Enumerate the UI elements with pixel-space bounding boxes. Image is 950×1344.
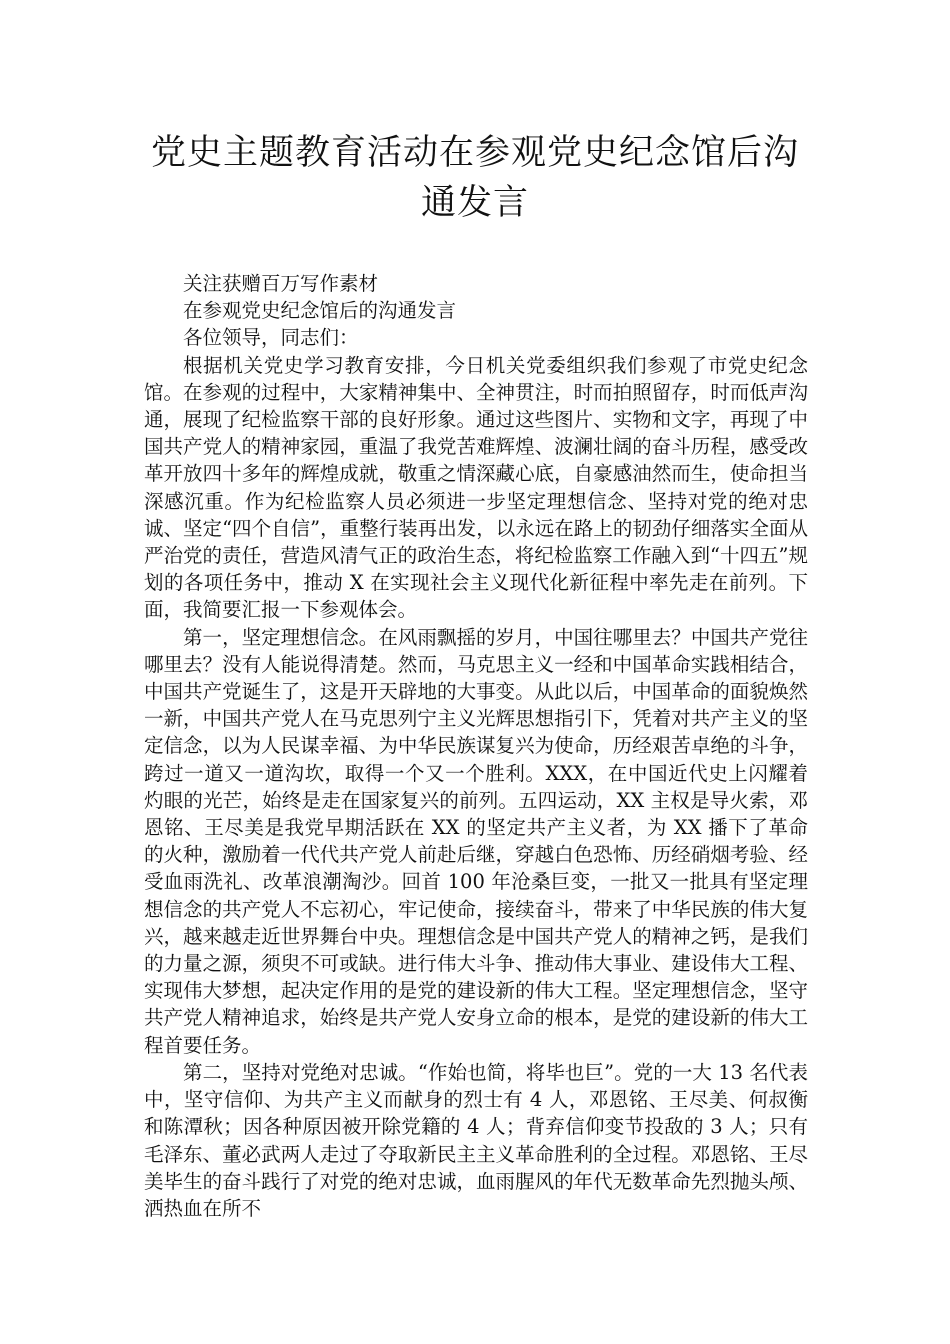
document-title bbox=[100, 128, 850, 228]
paragraph-first-point: 第一，坚定理想信念。在风雨飘摇的岁月，中国往哪里去？中国共产党往哪里去？没有人能说得清楚。然而，马克思主义一经和中国革命实践相结合，中国共产党诞生了，这是开天辟地的大事变。从此以后，中国革命的面貌焕然一新，中国共产党人在马克思列宁主义光辉思想指引下，凭着对共产主义的坚定信念，以为人民谋幸福、为中华民族谋复兴为使命，历经艰苦卓绝的斗争，跨过一道又一道沟坎，取得一个又一个胜利。XXX，在中国近代史上闪耀着灼眼的光芒，始终是走在国家复兴的前列。五四运动，XX 主权是导火索，邓恩铭、王尽美是我党早期活跃在 XX 的坚定共产主义者，为 XX 播下了革命的火种，激励着一代代共产党人前赴后继，穿越白色恐怖、历经硝烟考验、经受血雨洗礼、改革浪潮淘沙。回首 100 年沧桑巨变，一批又一批具有坚定理想信念的共产党人不忘初心，牢记使命，接续奋斗，带来了中华民族的伟大复兴，越来越走近世界舞台中央。理想信念是中国共产党人的精神之钙，是我们的力量之源，须臾不可或缺。进行伟大斗争、推动伟大事业、建设伟大工程、实现伟大梦想，起决定作用的是党的建设新的伟大工程。坚定理想信念，坚守共产党人精神追求，始终是共产党人安身立命的根本，是党的建设新的伟大工程首要任务。 bbox=[144, 625, 808, 1057]
paragraph-opening: 根据机关党史学习教育安排，今日机关党委组织我们参观了市党史纪念馆。在参观的过程中，大家精神集中、全神贯注，时而拍照留存，时而低声沟通，展现了纪检监察干部的良好形象。通过这些图片、实物和文字，再现了中国共产党人的精神家园，重温了我党苦难辉煌、波澜壮阔的奋斗历程，感受改革开放四十多年的辉煌成就，敬重之情深藏心底，自豪感油然而生，使命担当深感沉重。作为纪检监察人员必须进一步坚定理想信念、坚持对党的绝对忠诚、坚定“四个自信”，重整行装再出发，以永远在路上的韧劲仔细落实全面从严治党的责任，营造风清气正的政治生态，将纪检监察工作融入到“十四五”规划的各项任务中，推动 X 在实现社会主义现代化新征程中率先走在前列。下面，我简要汇报一下参观体会。 bbox=[144, 353, 808, 622]
intro-line-promo: 关注获赠百万写作素材 bbox=[183, 272, 379, 295]
paragraph-second-point: 第二，坚持对党绝对忠诚。“作始也简，将毕也巨”。党的一大 13 名代表中，坚守信仰、为共产主义而献身的烈士有 4 人，邓恩铭、王尽美、何叔衡和陈潭秋；因各种原因被开除党籍的 4 人；背弃信仰变节投敌的 3 人；只有毛泽东、董必武两人走过了夺取新民主主义革命胜利的全过程。邓恩铭、王尽美毕生的奋斗践行了对党的绝对忠诚，血雨腥风的年代无数革命先烈抛头颅、洒热血在所不 bbox=[144, 1060, 808, 1220]
intro-line-greeting: 各位领导，同志们： bbox=[183, 326, 359, 350]
title-line: 党史主题教育活动在参观党史纪念馆后沟 bbox=[150, 133, 799, 173]
title-line: 通发言 bbox=[420, 183, 529, 223]
document-body bbox=[144, 270, 808, 1222]
intro-line-subtitle: 在参观党史纪念馆后的沟通发言 bbox=[183, 299, 457, 323]
